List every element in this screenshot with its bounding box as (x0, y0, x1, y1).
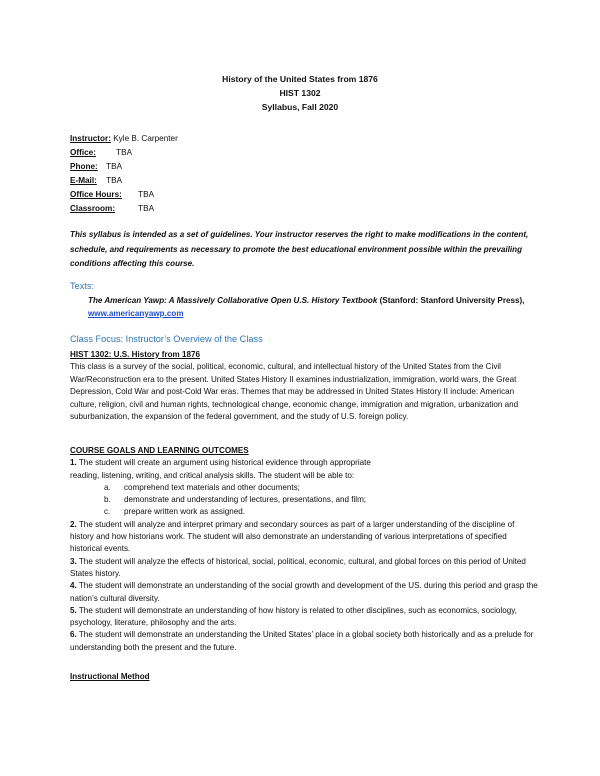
goal-1-sub-b (70, 494, 540, 506)
classroom-label: Classroom: (70, 204, 116, 213)
sub-a-letter: a. (104, 482, 111, 492)
sub-c-text: prepare written work as assigned. (124, 507, 246, 517)
course-code: HIST 1302 (279, 88, 321, 98)
goal-1-sub-a (70, 482, 540, 494)
textbook-publisher: (Stanford: Stanford University Press), (377, 296, 525, 305)
email-row (70, 174, 178, 188)
office-hours-row (70, 188, 178, 202)
textbook-title: The American Yawp: A Massively Collaborative Open U.S. History Textbook (88, 296, 378, 305)
goal-4-number: 4. (70, 581, 77, 591)
instructor-label: Instructor: (70, 134, 111, 143)
sub-c-letter: c. (104, 507, 111, 517)
goal-2-number: 2. (70, 519, 77, 529)
instructional-method-heading: Instructional Method (70, 672, 150, 681)
goal-6-number: 6. (70, 630, 77, 640)
phone-label: Phone: (70, 162, 98, 171)
course-description: This class is a survey of the social, political, economic, cultural, and intellectual history of the United States from the Civil War/Reconstruction era to the present. United States History II examines industrialization, immigration, world wars, the Great Depression, Cold War and post-Cold War eras. Themes that may be addressed in United States History II include: American culture, religion, civil and human rights, technological change, economic change, immigration and migration, urbanization and suburbanization, the expansion of the federal government, and the study of U.S. foreign policy. (70, 362, 519, 422)
goal-1-text: The student will create an argument using historical evidence through appropriate (76, 458, 371, 468)
email-label: E-Mail: (70, 176, 97, 185)
syllabus-term: Syllabus, Fall 2020 (261, 102, 339, 112)
goal-6-text: The student will demonstrate an understanding the United States’ place in a global society both historically and as a prelude for understanding both the present and the future. (70, 630, 534, 652)
textbook-link[interactable]: www.americanyawp.com (88, 309, 184, 318)
goal-1-number: 1. (70, 458, 77, 468)
title-block (0, 72, 600, 114)
goal-2 (70, 519, 540, 556)
texts-heading: Texts: (70, 281, 94, 291)
goal-6 (70, 629, 540, 654)
sub-b-letter: b. (104, 495, 111, 505)
goal-3-number: 3. (70, 556, 77, 566)
course-overview (70, 349, 538, 423)
course-subheading: HIST 1302: U.S. History from 1876 (70, 350, 200, 359)
goal-4 (70, 580, 540, 605)
office-hours-label: Office Hours: (70, 190, 122, 199)
syllabus-disclaimer: This syllabus is intended as a set of guidelines. Your instructor reserves the right to make modifications in the content, schedule, and requirements as necessary to promote the best educational environment possible within the prevailing conditions affecting this course. (70, 230, 529, 268)
sub-b-text: demonstrate and understanding of lectures, presentations, and film; (124, 495, 367, 505)
sub-a-text: comprehend text materials and other documents; (124, 482, 300, 492)
textbook-entry (88, 294, 550, 320)
goals-heading: COURSE GOALS AND LEARNING OUTCOMES (70, 446, 249, 455)
goal-3-text: The student will analyze the effects of historical, social, political, economic, cultural, and global forces on this period of United States history. (70, 556, 526, 578)
class-focus-heading: Class Focus: Instructor’s Overview of the Class (70, 334, 263, 344)
classroom-row (70, 202, 178, 216)
instructor-value: Kyle B. Carpenter (113, 134, 178, 143)
goal-5-number: 5. (70, 605, 77, 615)
phone-value: TBA (106, 162, 123, 171)
office-label: Office: (70, 148, 96, 157)
instructor-info (70, 132, 178, 216)
phone-row (70, 160, 178, 174)
goal-5 (70, 605, 540, 630)
goal-5-text: The student will demonstrate an understanding of how history is related to other disciplines, such as economics, sociology, psychology, literature, philosophy and the arts. (70, 605, 517, 628)
goal-3 (70, 556, 540, 581)
email-value: TBA (106, 176, 123, 185)
goal-1 (70, 457, 540, 469)
office-row (70, 146, 178, 160)
course-goals (70, 445, 540, 654)
office-hours-value: TBA (138, 190, 155, 199)
classroom-value: TBA (138, 204, 155, 213)
goal-1-continued: reading, listening, writing, and critical analysis skills. The student will be able to: (70, 470, 355, 480)
goal-4-text: The student will demonstrate an understanding of the social growth and development of the US. during this period and grasp the nation’s cultural diversity. (70, 581, 538, 603)
goal-2-text: The student will analyze and interpret primary and secondary sources as part of a larger understanding of the discipline of history and how historians work. The student will also demonstrate an understanding of various interpretations of specified historical events. (70, 519, 515, 554)
instructor-row (70, 132, 178, 146)
office-value: TBA (116, 148, 133, 157)
course-title: History of the United States from 1876 (222, 74, 378, 84)
goal-1-sub-c (70, 506, 540, 518)
